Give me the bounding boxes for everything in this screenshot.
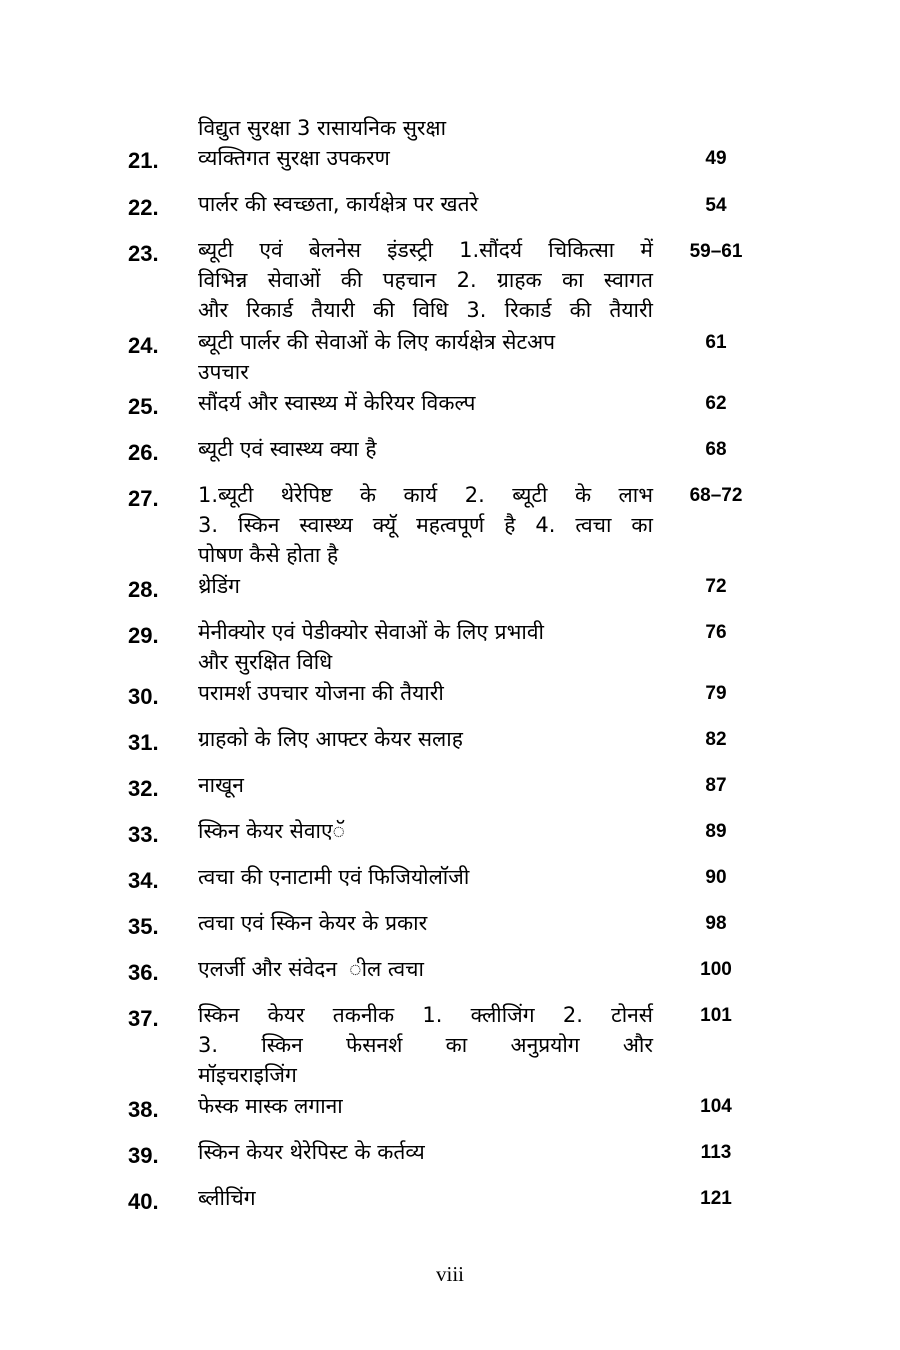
entry-number: 32.	[128, 776, 159, 801]
entry-title: मेनीक्योर एवं पेडीक्योर सेवाओं के लिए प्रभावी	[198, 620, 544, 644]
entry-number: 37.	[128, 1006, 159, 1031]
entry-title: विभिन्न सेवाओं की पहचान 2. ग्राहक का स्वागत	[198, 268, 653, 292]
entry-number: 22.	[128, 195, 159, 220]
entry-number: 35.	[128, 914, 159, 939]
entry-number: 28.	[128, 577, 159, 602]
entry-title: फेस्क मास्क लगाना	[198, 1094, 343, 1118]
entry-title: और रिकार्ड तैयारी की विधि 3. रिकार्ड की तैयारी	[198, 298, 653, 322]
entry-page: 87	[705, 775, 727, 796]
entry-number: 31.	[128, 730, 159, 755]
entry-title: ब्यूटी एवं बेलनेस इंडस्ट्री 1.सौंदर्य चिकित्सा में	[198, 238, 653, 262]
entry-title: व्यक्तिगत सुरक्षा उपकरण	[198, 146, 390, 170]
entry-number: 38.	[128, 1097, 159, 1122]
entry-title: 3. स्किन स्वास्थ्य क्यूॅ महत्वपूर्ण है 4. त्वचा का	[198, 513, 653, 537]
entry-title: ब्यूटी पार्लर की सेवाओं के लिए कार्यक्षेत्र सेटअप	[198, 330, 556, 354]
entry-number: 33.	[128, 822, 159, 847]
entry-title: नाखून	[198, 773, 244, 797]
entry-page: 104	[700, 1096, 732, 1117]
entry-title: मॉइचराइजिंग	[198, 1063, 297, 1087]
entry-page: 101	[700, 1005, 732, 1026]
entry-number: 23.	[128, 241, 159, 266]
entry-page: 100	[700, 959, 732, 980]
entry-page: 72	[705, 576, 727, 597]
entry-number: 39.	[128, 1143, 159, 1168]
entry-page: 54	[705, 195, 727, 216]
entry-title: पोषण कैसे होता है	[198, 543, 339, 567]
entry-title: पार्लर की स्वच्छता, कार्यक्षेत्र पर खतरे	[198, 192, 479, 216]
entry-title: स्किन केयर सेवाएॅ	[198, 819, 346, 843]
entry-page: 121	[700, 1188, 732, 1209]
intro-line: विद्युत सुरक्षा 3 रासायनिक सुरक्षा	[198, 116, 447, 140]
entry-title: ब्लीचिंग	[198, 1186, 256, 1210]
entry-page: 61	[705, 332, 727, 353]
entry-title: परामर्श उपचार योजना की तैयारी	[198, 681, 444, 705]
entry-title: 3. स्किन फेसनर्श का अनुप्रयोग और	[198, 1033, 653, 1057]
entry-page: 68	[705, 439, 727, 460]
entry-page: 49	[705, 148, 727, 169]
entry-number: 40.	[128, 1189, 159, 1214]
entry-number: 29.	[128, 623, 159, 648]
entry-title: त्वचा एवं स्किन केयर के प्रकार	[198, 911, 428, 935]
entry-page: 113	[700, 1142, 732, 1163]
entry-number: 25.	[128, 394, 159, 419]
entry-title: स्किन केयर थेरेपिस्ट के कर्तव्य	[198, 1140, 425, 1164]
entry-title: उपचार	[198, 360, 249, 384]
entry-title: एलर्जी और संवेदन ील त्वचा	[198, 957, 424, 981]
entry-title: त्वचा की एनाटामी एवं फिजियोलॉजी	[198, 865, 470, 889]
entry-page: 59–61	[689, 241, 743, 262]
entry-number: 36.	[128, 960, 159, 985]
entry-page: 79	[705, 683, 727, 704]
entry-page: 68–72	[689, 485, 743, 506]
entry-title: ब्यूटी एवं स्वास्थ्य क्या है	[198, 437, 377, 461]
entry-page: 90	[705, 867, 727, 888]
entry-page: 76	[705, 622, 727, 643]
entry-title: स्किन केयर तकनीक 1. क्लीजिंग 2. टोनर्स	[198, 1003, 653, 1027]
entry-number: 24.	[128, 333, 159, 358]
entry-title: और सुरक्षित विधि	[198, 650, 333, 674]
entry-page: 98	[705, 913, 727, 934]
entry-page: 89	[705, 821, 727, 842]
entry-number: 34.	[128, 868, 159, 893]
entry-number: 27.	[128, 486, 159, 511]
entry-title: 1.ब्यूटी थेरेपिष्ट के कार्य 2. ब्यूटी के लाभ	[198, 483, 653, 507]
entry-page: 62	[705, 393, 727, 414]
entry-number: 21.	[128, 148, 159, 173]
entry-title: थ्रेडिंग	[198, 574, 240, 598]
entry-title: ग्राहको के लिए आफ्टर केयर सलाह	[198, 727, 463, 751]
entry-page: 82	[705, 729, 727, 750]
entry-number: 26.	[128, 440, 159, 465]
entry-title: सौंदर्य और स्वास्थ्य में केरियर विकल्प	[198, 391, 476, 415]
page-number-footer: viii	[435, 1262, 464, 1286]
entry-number: 30.	[128, 684, 159, 709]
